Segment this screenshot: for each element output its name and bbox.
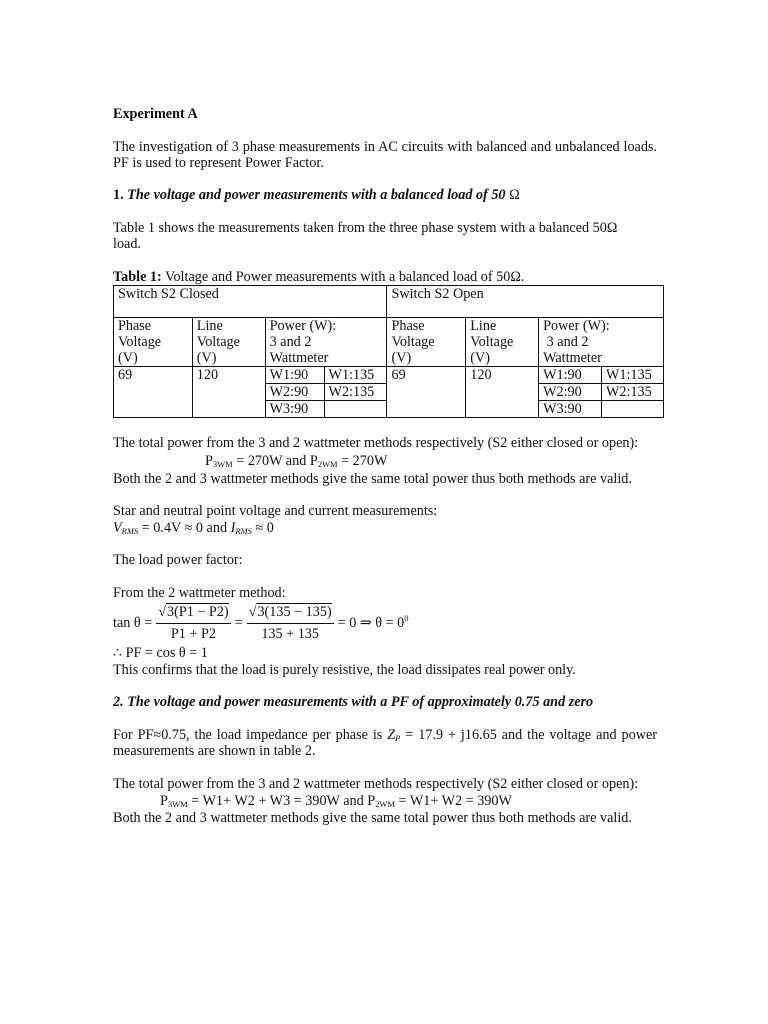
closed-empty-cell bbox=[324, 401, 387, 418]
table1-caption-label: Table 1: bbox=[113, 268, 162, 285]
measurements-table bbox=[113, 285, 664, 418]
fraction-1: $\frac{√3(P1 - P2)}{P1 + P2}$ bbox=[158, 604, 229, 642]
section1-heading bbox=[113, 187, 657, 203]
section1-title: The voltage and power measurements with a balanced load of 50 bbox=[127, 187, 506, 204]
star-point-label: Star and neutral point voltage and current measurements: bbox=[113, 503, 438, 520]
theta-result: = 0 ⇒ $\theta = 0^0$ bbox=[337, 613, 409, 632]
closed-w2-3wm: W2:90 bbox=[265, 384, 324, 401]
switch-open-header: Switch S2 Open bbox=[387, 286, 664, 318]
total-power-paragraph-1: The total power from the 3 and 2 wattmeter methods respectively (S2 either closed or open): bbox=[113, 434, 639, 451]
tan-theta: tan θ = bbox=[113, 615, 153, 632]
document-page bbox=[113, 106, 657, 826]
table1-caption-text: Voltage and Power measurements with a balanced load of 50 bbox=[165, 268, 511, 285]
intro-paragraph: The investigation of 3 phase measurements in AC circuits with balanced and unbalanced loads. PF is used to represent Power Factor. bbox=[113, 138, 657, 171]
omega-symbol: Ω bbox=[606, 220, 618, 237]
phase-voltage-header: Phase Voltage (V) bbox=[114, 318, 193, 367]
table1-caption bbox=[113, 269, 657, 285]
open-w2-2wm: W2:135 bbox=[601, 384, 663, 401]
section2-paragraph: For PF≈0.75, the load impedance per phase is $Z_P = 17.9 + j16.65$ and the voltage and power measurements are shown in table 2. bbox=[113, 726, 657, 760]
section2-heading: 2. The voltage and power measurements with a PF of approximately 0.75 and zero bbox=[113, 694, 594, 711]
star-point-formula: $V_{RMS} = 0.4V \approx 0$ and $I_{RMS} \approx 0$ bbox=[113, 519, 274, 536]
open-phase-value: 69 bbox=[387, 367, 466, 418]
closed-line-value: 120 bbox=[192, 367, 265, 418]
open-empty-cell bbox=[601, 401, 663, 418]
section1-number: 1. bbox=[113, 187, 124, 204]
total-power-paragraph-2: The total power from the 3 and 2 wattmeter methods respectively (S2 either closed or open): bbox=[113, 775, 639, 792]
conclusion-1: Both the 2 and 3 wattmeter methods give the same total power thus both methods are valid. bbox=[113, 470, 632, 487]
pf-result: ∴ PF = cos θ = 1 bbox=[113, 645, 208, 662]
total-power-formula-2: $P_{3WM} = W1+ W2 + W3 = 390W$ and $P_{2WM} = W1+ W2 = 390W$ bbox=[160, 792, 512, 809]
power-header: Power (W): 3 and 2 Wattmeter bbox=[539, 318, 664, 367]
document-heading: Experiment A bbox=[113, 106, 198, 122]
closed-w2-2wm: W2:135 bbox=[324, 384, 387, 401]
omega-symbol: Ω bbox=[510, 268, 521, 285]
open-w1-2wm: W1:135 bbox=[601, 367, 663, 384]
method-label: From the 2 wattmeter method: bbox=[113, 584, 286, 601]
open-w3-3wm: W3:90 bbox=[539, 401, 602, 418]
closed-w3-3wm: W3:90 bbox=[265, 401, 324, 418]
open-w2-3wm: W2:90 bbox=[539, 384, 602, 401]
section1-para-text: Table 1 shows the measurements taken from the three phase system with a balanced 50 bbox=[113, 220, 607, 237]
tan-formula: tan θ = $\frac{√3(P1 - P2)}{P1 + P2}$ = $\frac{√3(135 - 135)}{135 + 135}$ = 0 ⇒ $\theta = 0^0$ bbox=[113, 604, 409, 642]
table1-caption-tail: . bbox=[520, 268, 525, 285]
section1-para-tail: load. bbox=[113, 236, 141, 253]
section1-paragraph bbox=[113, 220, 657, 253]
fraction-2: $\frac{√3(135 - 135)}{135 + 135}$ bbox=[248, 604, 332, 642]
open-line-value: 120 bbox=[466, 367, 539, 418]
line-voltage-header: Line Voltage (V) bbox=[192, 318, 265, 367]
phase-voltage-header: Phase Voltage (V) bbox=[387, 318, 466, 367]
line-voltage-header: Line Voltage (V) bbox=[466, 318, 539, 367]
open-w1-3wm: W1:90 bbox=[539, 367, 602, 384]
conclusion-2: Both the 2 and 3 wattmeter methods give the same total power thus both methods are valid. bbox=[113, 809, 632, 826]
closed-w1-2wm: W1:135 bbox=[324, 367, 387, 384]
power-factor-label: The load power factor: bbox=[113, 552, 243, 569]
switch-closed-header: Switch S2 Closed bbox=[114, 286, 387, 318]
closed-w1-3wm: W1:90 bbox=[265, 367, 324, 384]
confirmation: This confirms that the load is purely resistive, the load dissipates real power only. bbox=[113, 661, 576, 678]
omega-symbol: Ω bbox=[509, 187, 520, 204]
closed-phase-value: 69 bbox=[114, 367, 193, 418]
total-power-formula-1: $P_{3WM} = 270W$ and $P_{2WM} = 270W$ bbox=[205, 452, 388, 469]
power-header: Power (W): 3 and 2 Wattmeter bbox=[265, 318, 387, 367]
